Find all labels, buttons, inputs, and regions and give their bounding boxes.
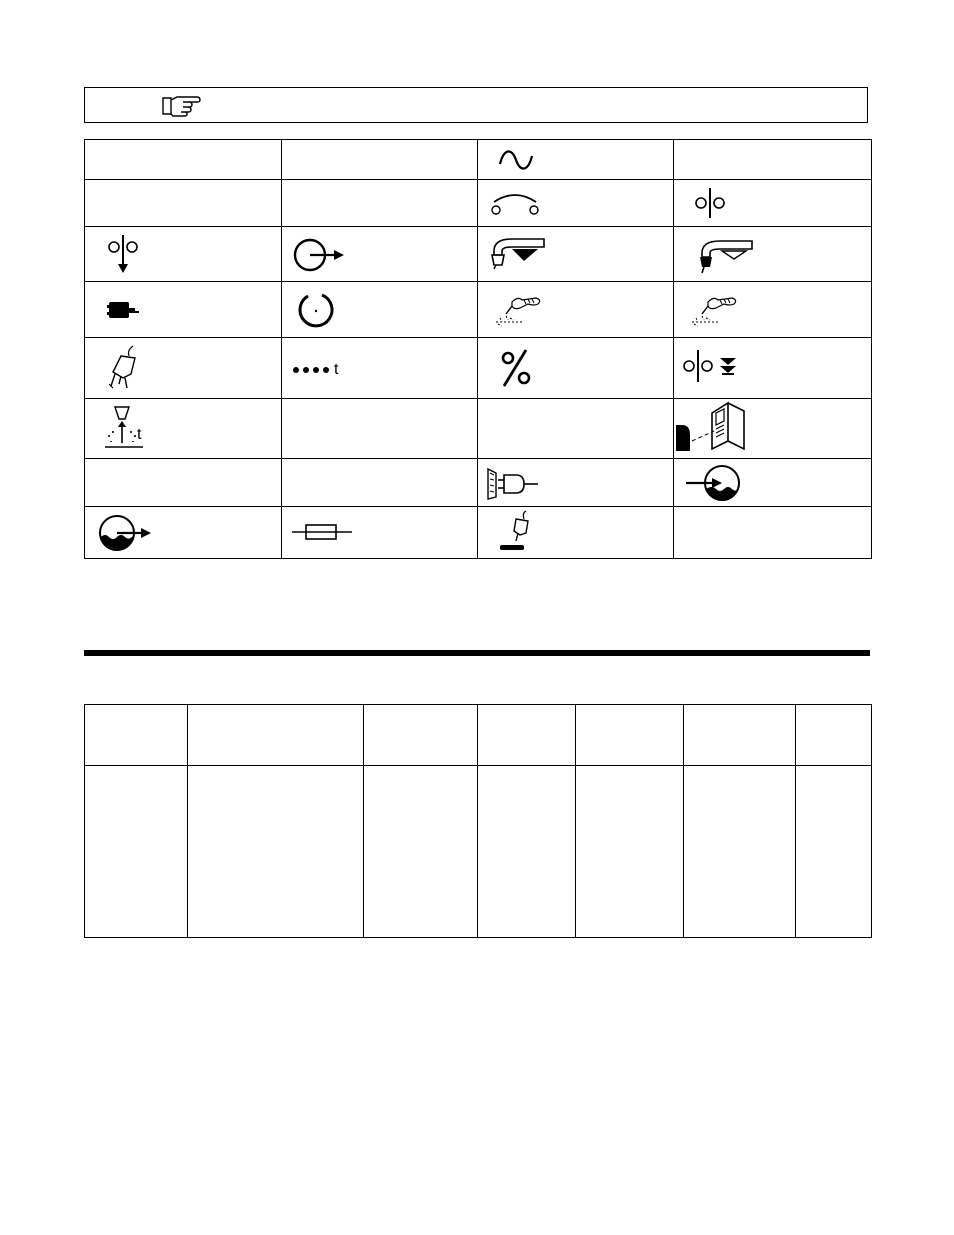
post-flow-time-label: t xyxy=(137,426,142,443)
table-cell xyxy=(478,766,576,938)
gas-output-icon xyxy=(97,513,161,553)
table-cell xyxy=(684,766,796,938)
fuse-icon xyxy=(290,521,354,545)
column-header xyxy=(364,705,478,766)
symbol-cell xyxy=(478,180,674,227)
ac-sine-wave-icon xyxy=(496,146,536,174)
table-header-row xyxy=(85,705,872,766)
symbol-cell xyxy=(282,459,478,507)
table-cell xyxy=(364,766,478,938)
symbol-cell xyxy=(478,338,674,399)
table-row xyxy=(85,227,872,282)
table-cell xyxy=(188,766,364,938)
symbol-cell xyxy=(282,399,478,459)
symbol-cell xyxy=(85,282,282,338)
symbol-cell xyxy=(674,282,872,338)
dotted-time-label: t xyxy=(334,361,339,378)
arc-gouging-icon xyxy=(688,292,744,330)
column-header xyxy=(684,705,796,766)
symbol-cell xyxy=(478,399,674,459)
symbol-cell xyxy=(282,282,478,338)
section-divider xyxy=(84,650,870,656)
table-row xyxy=(85,766,872,938)
symbol-cell xyxy=(282,227,478,282)
specifications-table xyxy=(84,704,872,938)
symbol-cell xyxy=(674,459,872,507)
column-header xyxy=(188,705,364,766)
symbol-cell xyxy=(478,140,674,180)
output-on-icon xyxy=(292,235,348,275)
breaker-lower-icon xyxy=(680,348,752,388)
symbol-cell xyxy=(282,180,478,227)
symbol-cell xyxy=(282,507,478,559)
work-clamp-icon xyxy=(498,509,542,553)
symbol-cell xyxy=(478,282,674,338)
percent-icon xyxy=(498,346,538,390)
arc-cutting-icon xyxy=(492,292,548,330)
symbol-cell xyxy=(478,507,674,559)
read-manual-icon xyxy=(676,401,752,455)
symbol-cell xyxy=(478,459,674,507)
symbol-cell xyxy=(85,338,282,399)
column-header xyxy=(478,705,576,766)
table-cell xyxy=(85,766,188,938)
symbol-cell xyxy=(85,459,282,507)
symbol-cell xyxy=(674,140,872,180)
symbol-cell xyxy=(478,227,674,282)
symbol-cell xyxy=(85,180,282,227)
reference-note-box xyxy=(84,87,868,123)
symbol-cell xyxy=(674,507,872,559)
dotted-time-icon xyxy=(292,356,348,380)
symbol-cell xyxy=(674,399,872,459)
table-row xyxy=(85,282,872,338)
table-row xyxy=(85,180,872,227)
column-header xyxy=(796,705,872,766)
plug-connector-icon xyxy=(105,296,145,324)
symbol-cell xyxy=(674,180,872,227)
torch-icon xyxy=(488,235,548,273)
column-header xyxy=(85,705,188,766)
table-row xyxy=(85,399,872,459)
column-header xyxy=(576,705,684,766)
breaker-trip-icon xyxy=(105,233,145,275)
symbol-cell xyxy=(85,140,282,180)
symbol-cell xyxy=(282,140,478,180)
symbol-cell xyxy=(282,338,478,399)
table-cell xyxy=(796,766,872,938)
pointing-hand-icon xyxy=(161,94,201,118)
symbol-cell xyxy=(85,227,282,282)
post-flow-time-icon xyxy=(103,405,163,453)
symbol-table xyxy=(84,139,872,559)
symbol-cell xyxy=(85,507,282,559)
circuit-breaker-icon xyxy=(692,186,732,222)
table-row xyxy=(85,140,872,180)
table-cell xyxy=(576,766,684,938)
table-row xyxy=(85,507,872,559)
continuous-dial-icon xyxy=(294,288,342,334)
gas-input-icon xyxy=(684,463,748,503)
table-row xyxy=(85,459,872,507)
electrode-tip-icon xyxy=(105,344,145,392)
symbol-cell xyxy=(674,227,872,282)
symbol-cell xyxy=(674,338,872,399)
torch-cap-icon xyxy=(694,237,756,277)
switch-open-icon xyxy=(488,190,544,218)
table-row xyxy=(85,338,872,399)
symbol-cell xyxy=(85,399,282,459)
plug-socket-icon xyxy=(486,467,550,501)
